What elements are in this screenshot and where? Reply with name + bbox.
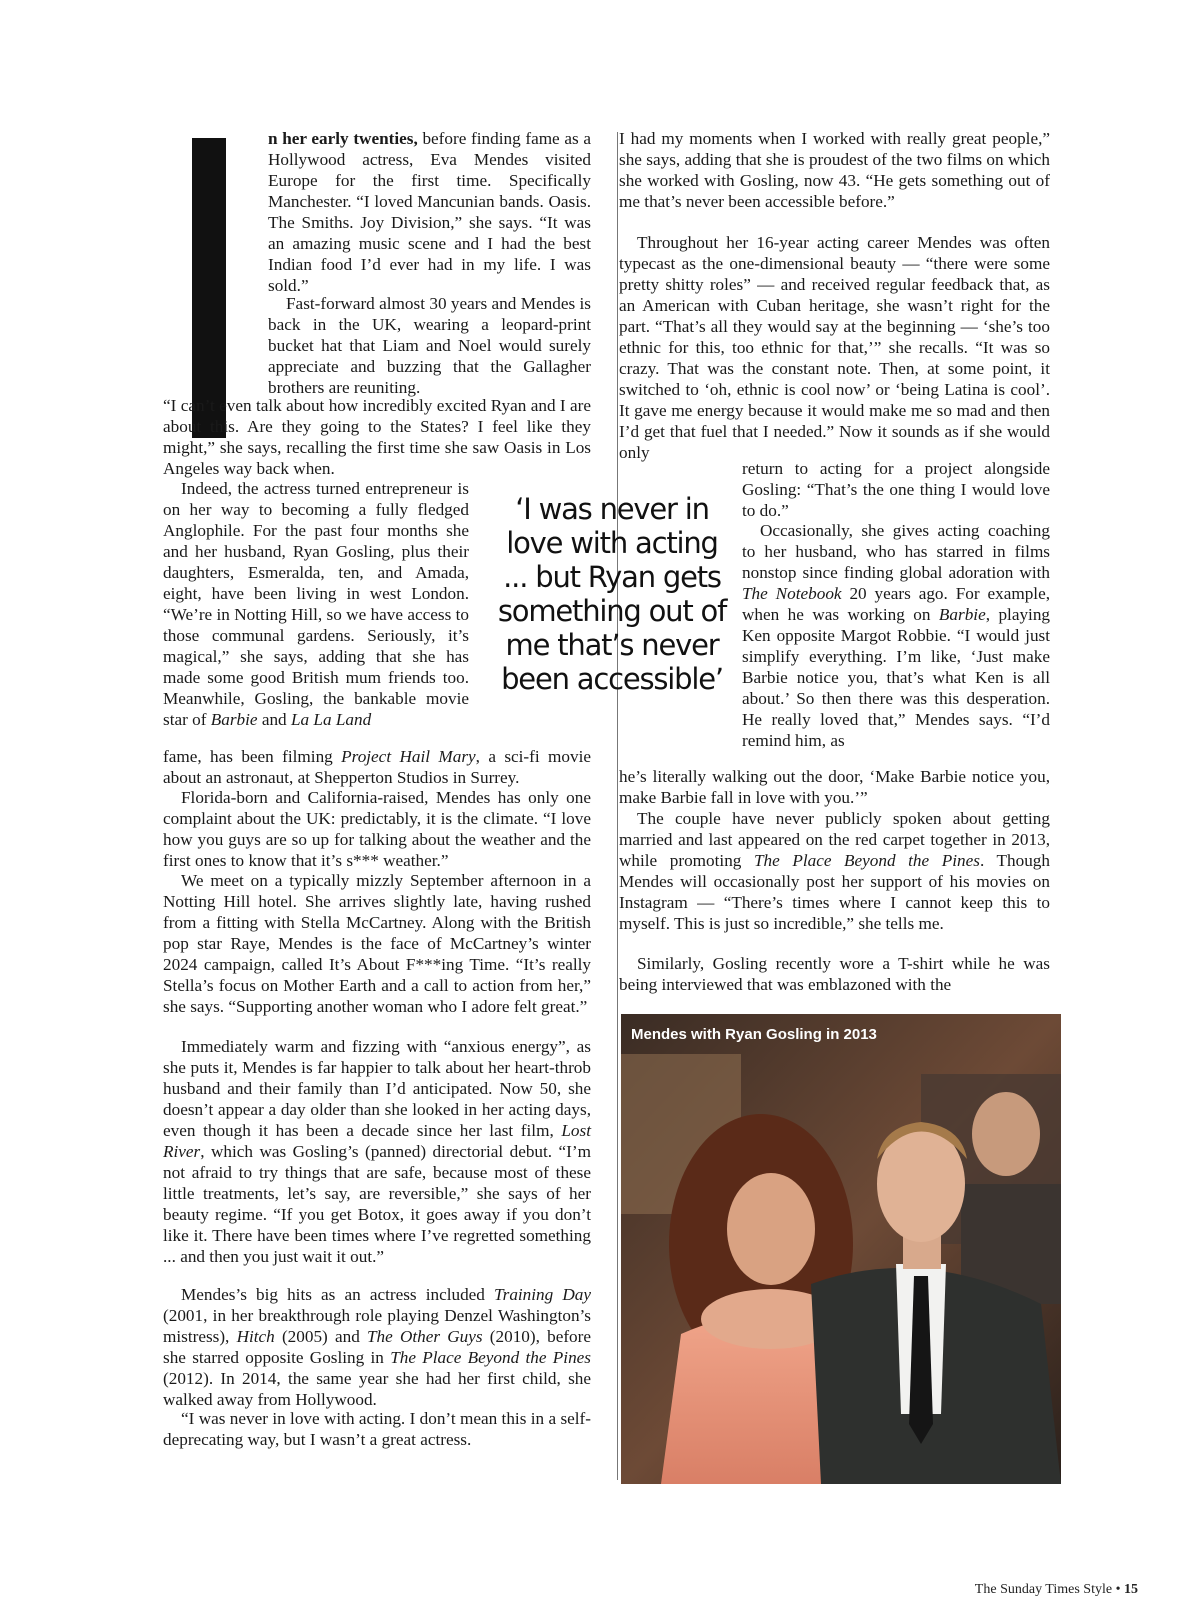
- article-paragraph: return to acting for a project alongside Gosling: “That’s the one thing I would love to do.”: [742, 459, 1050, 520]
- article-paragraph: n her early twenties, before finding fame as a Hollywood actress, Eva Mendes visited Europe for the first time. Specifically Manchester. “I loved Mancunian bands. Oasis. The Smiths. Joy Division,” she says. “It was an amazing music scene and I had the best Indian food I’d ever had in my life. I was sold.”: [268, 129, 591, 295]
- lead-in: n her early twenties,: [268, 129, 418, 148]
- article-paragraph: Mendes’s big hits as an actress included Training Day (2001, in her breakthrough role playing Denzel Washington’s mistress), Hitch (2005) and The Other Guys (2010), before she starred opposite Gosling in The Place Beyond the Pines (2012). In 2014, the same year she had her first child, she walked away from Hollywood.: [163, 1285, 591, 1409]
- article-paragraph: Indeed, the actress turned entrepreneur is on her way to becoming a fully fledged Anglophile. For the past four months she and her husband, Ryan Gosling, plus their daughters, Esmeralda, ten, and Amada, eight, have been living in west London. “We’re in Notting Hill, so we have access to those communal gardens. Seriously, it’s magical,” she says, adding that she has made some good British mum friends too. Meanwhile, Gosling, the bankable movie star of Barbie and La La Land: [163, 479, 469, 729]
- couple-photo: [621, 1014, 1061, 1484]
- article-paragraph: Occasionally, she gives acting coaching to her husband, who has starred in films nonstop since finding global adoration with The Notebook 20 years ago. For example, when he was working on Barbie, playing Ken opposite Margot Robbie. “I would just simplify everything. I’m like, ‘Just make Barbie notice you, that’s what Ken is all about.’ So then there was this desperation. He really loved that,” Mendes says. “I’d remind him, as: [742, 521, 1051, 750]
- drop-cap: [192, 138, 226, 438]
- article-paragraph: “I can’t even talk about how incredibly excited Ryan and I are about this. Are they going to the States? I feel like they might,” she says, recalling the first time she saw Oasis in Los Angeles way back when.: [163, 396, 591, 478]
- article-paragraph: Florida-born and California-raised, Mendes has only one complaint about the UK: predictably, it is the climate. “I love how you guys are so up for talking about the weather and the first ones to know that it’s s*** weather.”: [163, 788, 591, 870]
- article-paragraph: I had my moments when I worked with really great people,” she says, adding that she is proudest of the two films on which she worked with Gosling, now 43. “He gets something out of me that’s never been accessible before.”: [619, 129, 1050, 211]
- article-paragraph: he’s literally walking out the door, ‘Make Barbie notice you, make Barbie fall in love with you.’”: [619, 767, 1050, 807]
- article-paragraph: Immediately warm and fizzing with “anxious energy”, as she puts it, Mendes is far happier to talk about her heart-throb husband and their family than I’d anticipated. Now 50, she doesn’t appear a day older than she looked in her acting days, even though it has been a decade since her last film, Lost River, which was Gosling’s (panned) directorial debut. “I’m not afraid to try things that are safe, because most of these little treatments, let’s say, are reversible,” she says of her beauty regime. “If you get Botox, it goes away if you don’t like it. There have been times where I’ve regretted something ... and then you just wait it out.”: [163, 1037, 591, 1266]
- pull-quote: ‘I was never in love with acting ... but Ryan gets something out of me that’s never been accessible’: [497, 492, 727, 696]
- article-paragraph: Similarly, Gosling recently wore a T-shirt while he was being interviewed that was emblazoned with the: [619, 954, 1050, 994]
- folio-separator: •: [1112, 1582, 1124, 1597]
- publication-name: The Sunday Times Style: [974, 1582, 1113, 1597]
- column-divider: [617, 132, 618, 1480]
- photo-couple-icon: [621, 1014, 1061, 1484]
- page-number: 15: [1124, 1582, 1138, 1597]
- article-paragraph: fame, has been filming Project Hail Mary, a sci-fi movie about an astronaut, at Shepperton Studios in Surrey.: [163, 747, 591, 787]
- article-paragraph: Throughout her 16-year acting career Mendes was often typecast as the one-dimensional beauty — “there were some pretty shitty roles” — and received regular feedback that, as an American with Cuban heritage, she wasn’t right for the part. “That’s all they would say at the beginning — ‘she’s too ethnic for this, too ethnic for that,’” she recalls. “It was so crazy. That was the constant note. Then, at some point, it switched to ‘oh, ethnic is cool now’ or ‘being Latina is cool’. It gave me energy because it would make me so mad and then I’d get that fuel that I needed.” Now it sounds as if she would only: [619, 233, 1050, 462]
- article-paragraph: The couple have never publicly spoken about getting married and last appeared on the red carpet together in 2013, while promoting The Place Beyond the Pines. Though Mendes will occasionally post her support of his movies on Instagram — “There’s times where I cannot keep this to myself. This is just so incredible,” she tells me.: [619, 809, 1050, 933]
- article-paragraph: We meet on a typically mizzly September afternoon in a Notting Hill hotel. She arrives slightly late, having rushed from a fitting with Stella McCartney. Along with the British pop star Raye, Mendes is the face of McCartney’s winter 2024 campaign, called It’s About F***ing Time. “It’s really Stella’s focus on Mother Earth and a call to action from her,” she says. “Supporting another woman who I adore felt great.”: [163, 871, 591, 1016]
- article-paragraph: Fast-forward almost 30 years and Mendes is back in the UK, wearing a leopard-print bucket hat that Liam and Noel would surely appreciate and buzzing that the Gallagher brothers are reuniting.: [268, 294, 591, 397]
- page-folio: [975, 1582, 1138, 1598]
- article-paragraph: “I was never in love with acting. I don’t mean this in a self-deprecating way, but I wasn’t a great actress.: [163, 1409, 591, 1449]
- photo-caption: Mendes with Ryan Gosling in 2013: [631, 1026, 877, 1043]
